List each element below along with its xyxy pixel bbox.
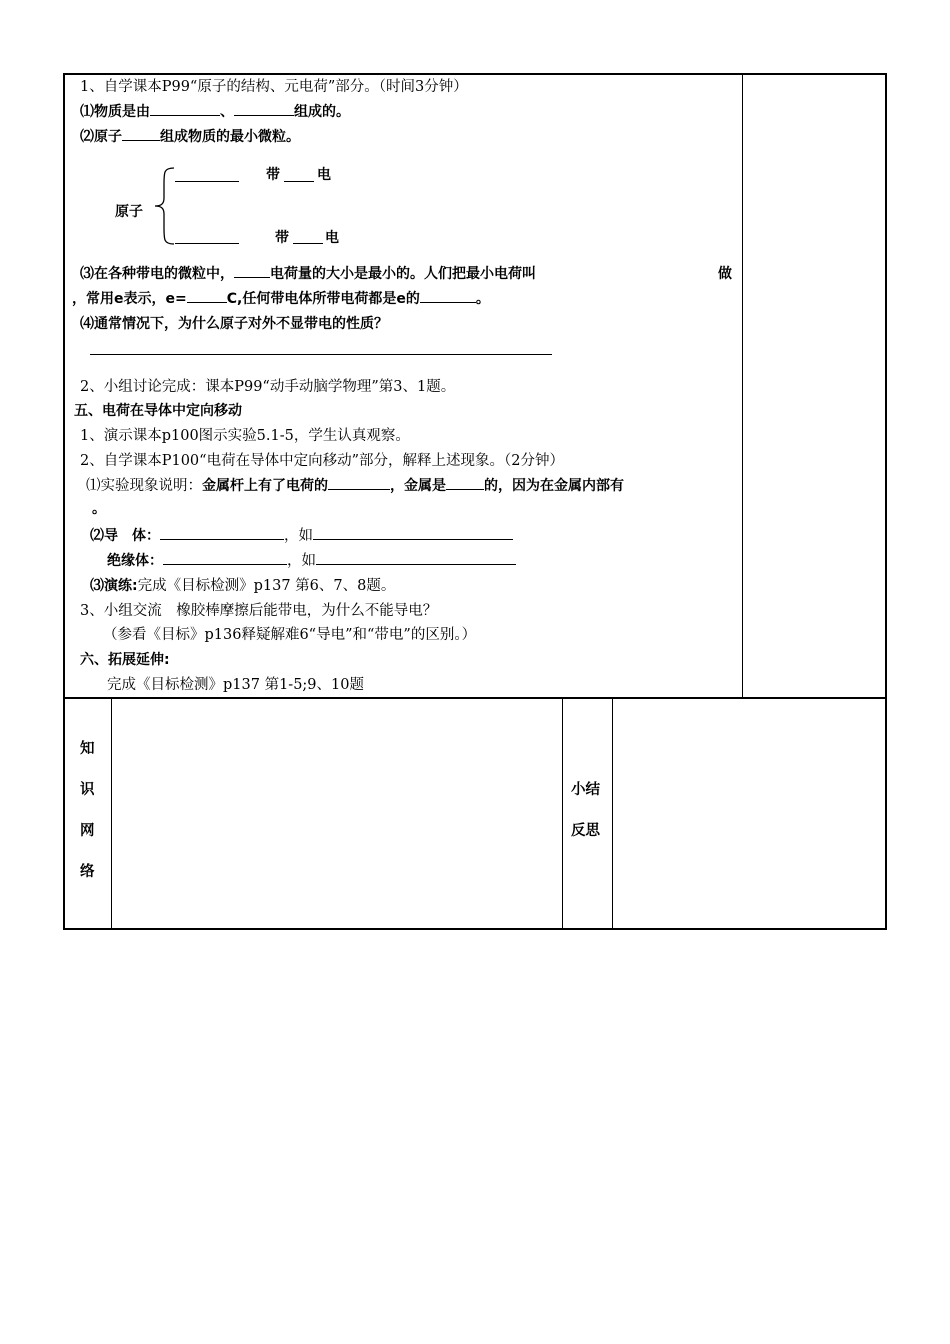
question-4: ⑷通常情况下，为什么原子对外不显带电的性质？ <box>80 316 388 332</box>
insulator-example: ，如 <box>287 553 316 569</box>
question-3-line-1 <box>80 265 536 283</box>
answer-blank[interactable] <box>163 552 287 565</box>
step-1: 1、自学课本P99“原子的结构、元电荷”部分。（时间3分钟） <box>80 79 468 95</box>
question-2 <box>80 128 300 146</box>
section-5-heading: 五、电荷在导体中定向移动 <box>74 403 242 419</box>
answer-blank[interactable] <box>328 477 390 490</box>
answer-blank[interactable] <box>420 290 476 303</box>
section-5-step-3-note: （参看《目标》p136释疑解难6“导电”和“带电”的区别。） <box>103 627 477 643</box>
answer-blank[interactable] <box>234 103 294 116</box>
conductor-label: ⑵导 体： <box>90 528 160 544</box>
explain-1-text-b: 金属杆上有了电荷的 <box>202 478 328 494</box>
section-5-step-1: 1、演示课本p100图示实验5.1-5，学生认真观察。 <box>80 428 410 444</box>
atom-bottom-charge-a: 带 <box>275 230 289 246</box>
knowledge-network-area[interactable] <box>113 700 561 927</box>
question-4-answer-line[interactable] <box>90 354 552 355</box>
atom-bottom-sign-blank[interactable] <box>293 243 323 244</box>
table-bottom-border <box>63 928 887 930</box>
section-5-step-2: 2、自学课本P100“电荷在导体中定向移动”部分，解释上述现象。（2分钟） <box>80 453 564 469</box>
answer-blank[interactable] <box>122 128 160 141</box>
question-3-text-d: ，常用e表示，e= <box>72 291 187 307</box>
explain-1 <box>86 477 624 495</box>
conductor-example: ，如 <box>284 528 313 544</box>
question-3-text-f: 。 <box>475 291 490 307</box>
table-upper-divider <box>742 73 743 698</box>
table-left-border <box>63 73 65 930</box>
answer-blank[interactable] <box>150 103 220 116</box>
explain-1-end: 。 <box>92 501 106 517</box>
question-3-line-2 <box>72 290 490 308</box>
step-2: 2、小组讨论完成：课本P99“动手动脑学物理”第3、1题。 <box>80 379 456 395</box>
practice-label: ⑶演练: <box>90 578 138 594</box>
table-top-border <box>63 73 887 75</box>
explain-2 <box>90 527 513 545</box>
section-6-step-1: 完成《目标检测》p137 第1-5;9、10题 <box>107 677 364 693</box>
lower-divider-1 <box>111 697 112 930</box>
insulator-label: 绝缘体： <box>107 553 163 569</box>
answer-blank[interactable] <box>187 290 227 303</box>
answer-blank[interactable] <box>234 265 270 278</box>
answer-blank[interactable] <box>313 527 513 540</box>
question-3-text-c: 做 <box>718 266 732 282</box>
answer-blank[interactable] <box>446 477 484 490</box>
table-right-border <box>885 73 887 930</box>
question-2-text-b: 组成物质的最小微粒。 <box>160 129 300 145</box>
answer-blank[interactable] <box>316 552 516 565</box>
knowledge-network-char-4: 络 <box>80 864 95 880</box>
explain-3 <box>107 552 516 570</box>
knowledge-network-char-1: 知 <box>80 741 95 757</box>
atom-top-charge-b: 电 <box>317 167 331 183</box>
lower-divider-2 <box>562 697 563 930</box>
atom-top-charge-a: 带 <box>266 167 280 183</box>
explain-4 <box>90 577 395 595</box>
reflection-label: 反思 <box>571 823 600 839</box>
atom-brace <box>152 166 176 250</box>
atom-label: 原子 <box>115 204 143 220</box>
knowledge-network-char-3: 网 <box>80 823 95 839</box>
section-6-heading: 六、拓展延伸: <box>80 652 170 668</box>
atom-top-blank[interactable] <box>175 181 239 182</box>
question-1-text-a: ⑴物质是由 <box>80 104 150 120</box>
summary-reflection-area[interactable] <box>614 700 884 927</box>
question-2-text-a: ⑵原子 <box>80 129 122 145</box>
table-middle-border <box>63 697 887 699</box>
knowledge-network-char-2: 识 <box>80 782 95 798</box>
question-3-text-a: ⑶在各种带电的微粒中， <box>80 266 234 282</box>
explain-1-prefix: ⑴实验现象说明： <box>86 478 202 494</box>
atom-bottom-charge-b: 电 <box>325 230 339 246</box>
question-3-text-e: C,任何带电体所带电荷都是e的 <box>226 291 420 307</box>
question-3-text-b: 电荷量的大小是最小的。人们把最小电荷叫 <box>270 266 536 282</box>
answer-blank[interactable] <box>160 527 284 540</box>
practice-text: 完成《目标检测》p137 第6、7、8题。 <box>137 578 396 594</box>
explain-1-text-d: 的，因为在金属内部有 <box>484 478 624 494</box>
question-1-sep: 、 <box>220 104 234 120</box>
atom-bottom-blank[interactable] <box>175 243 239 244</box>
lower-divider-3 <box>612 697 613 930</box>
section-5-step-3: 3、小组交流 橡胶棒摩擦后能带电，为什么不能导电？ <box>80 603 438 619</box>
question-1 <box>80 103 350 121</box>
summary-label: 小结 <box>571 782 600 798</box>
explain-1-text-c: ，金属是 <box>390 478 446 494</box>
question-1-text-b: 组成的。 <box>294 104 350 120</box>
atom-top-sign-blank[interactable] <box>284 181 314 182</box>
